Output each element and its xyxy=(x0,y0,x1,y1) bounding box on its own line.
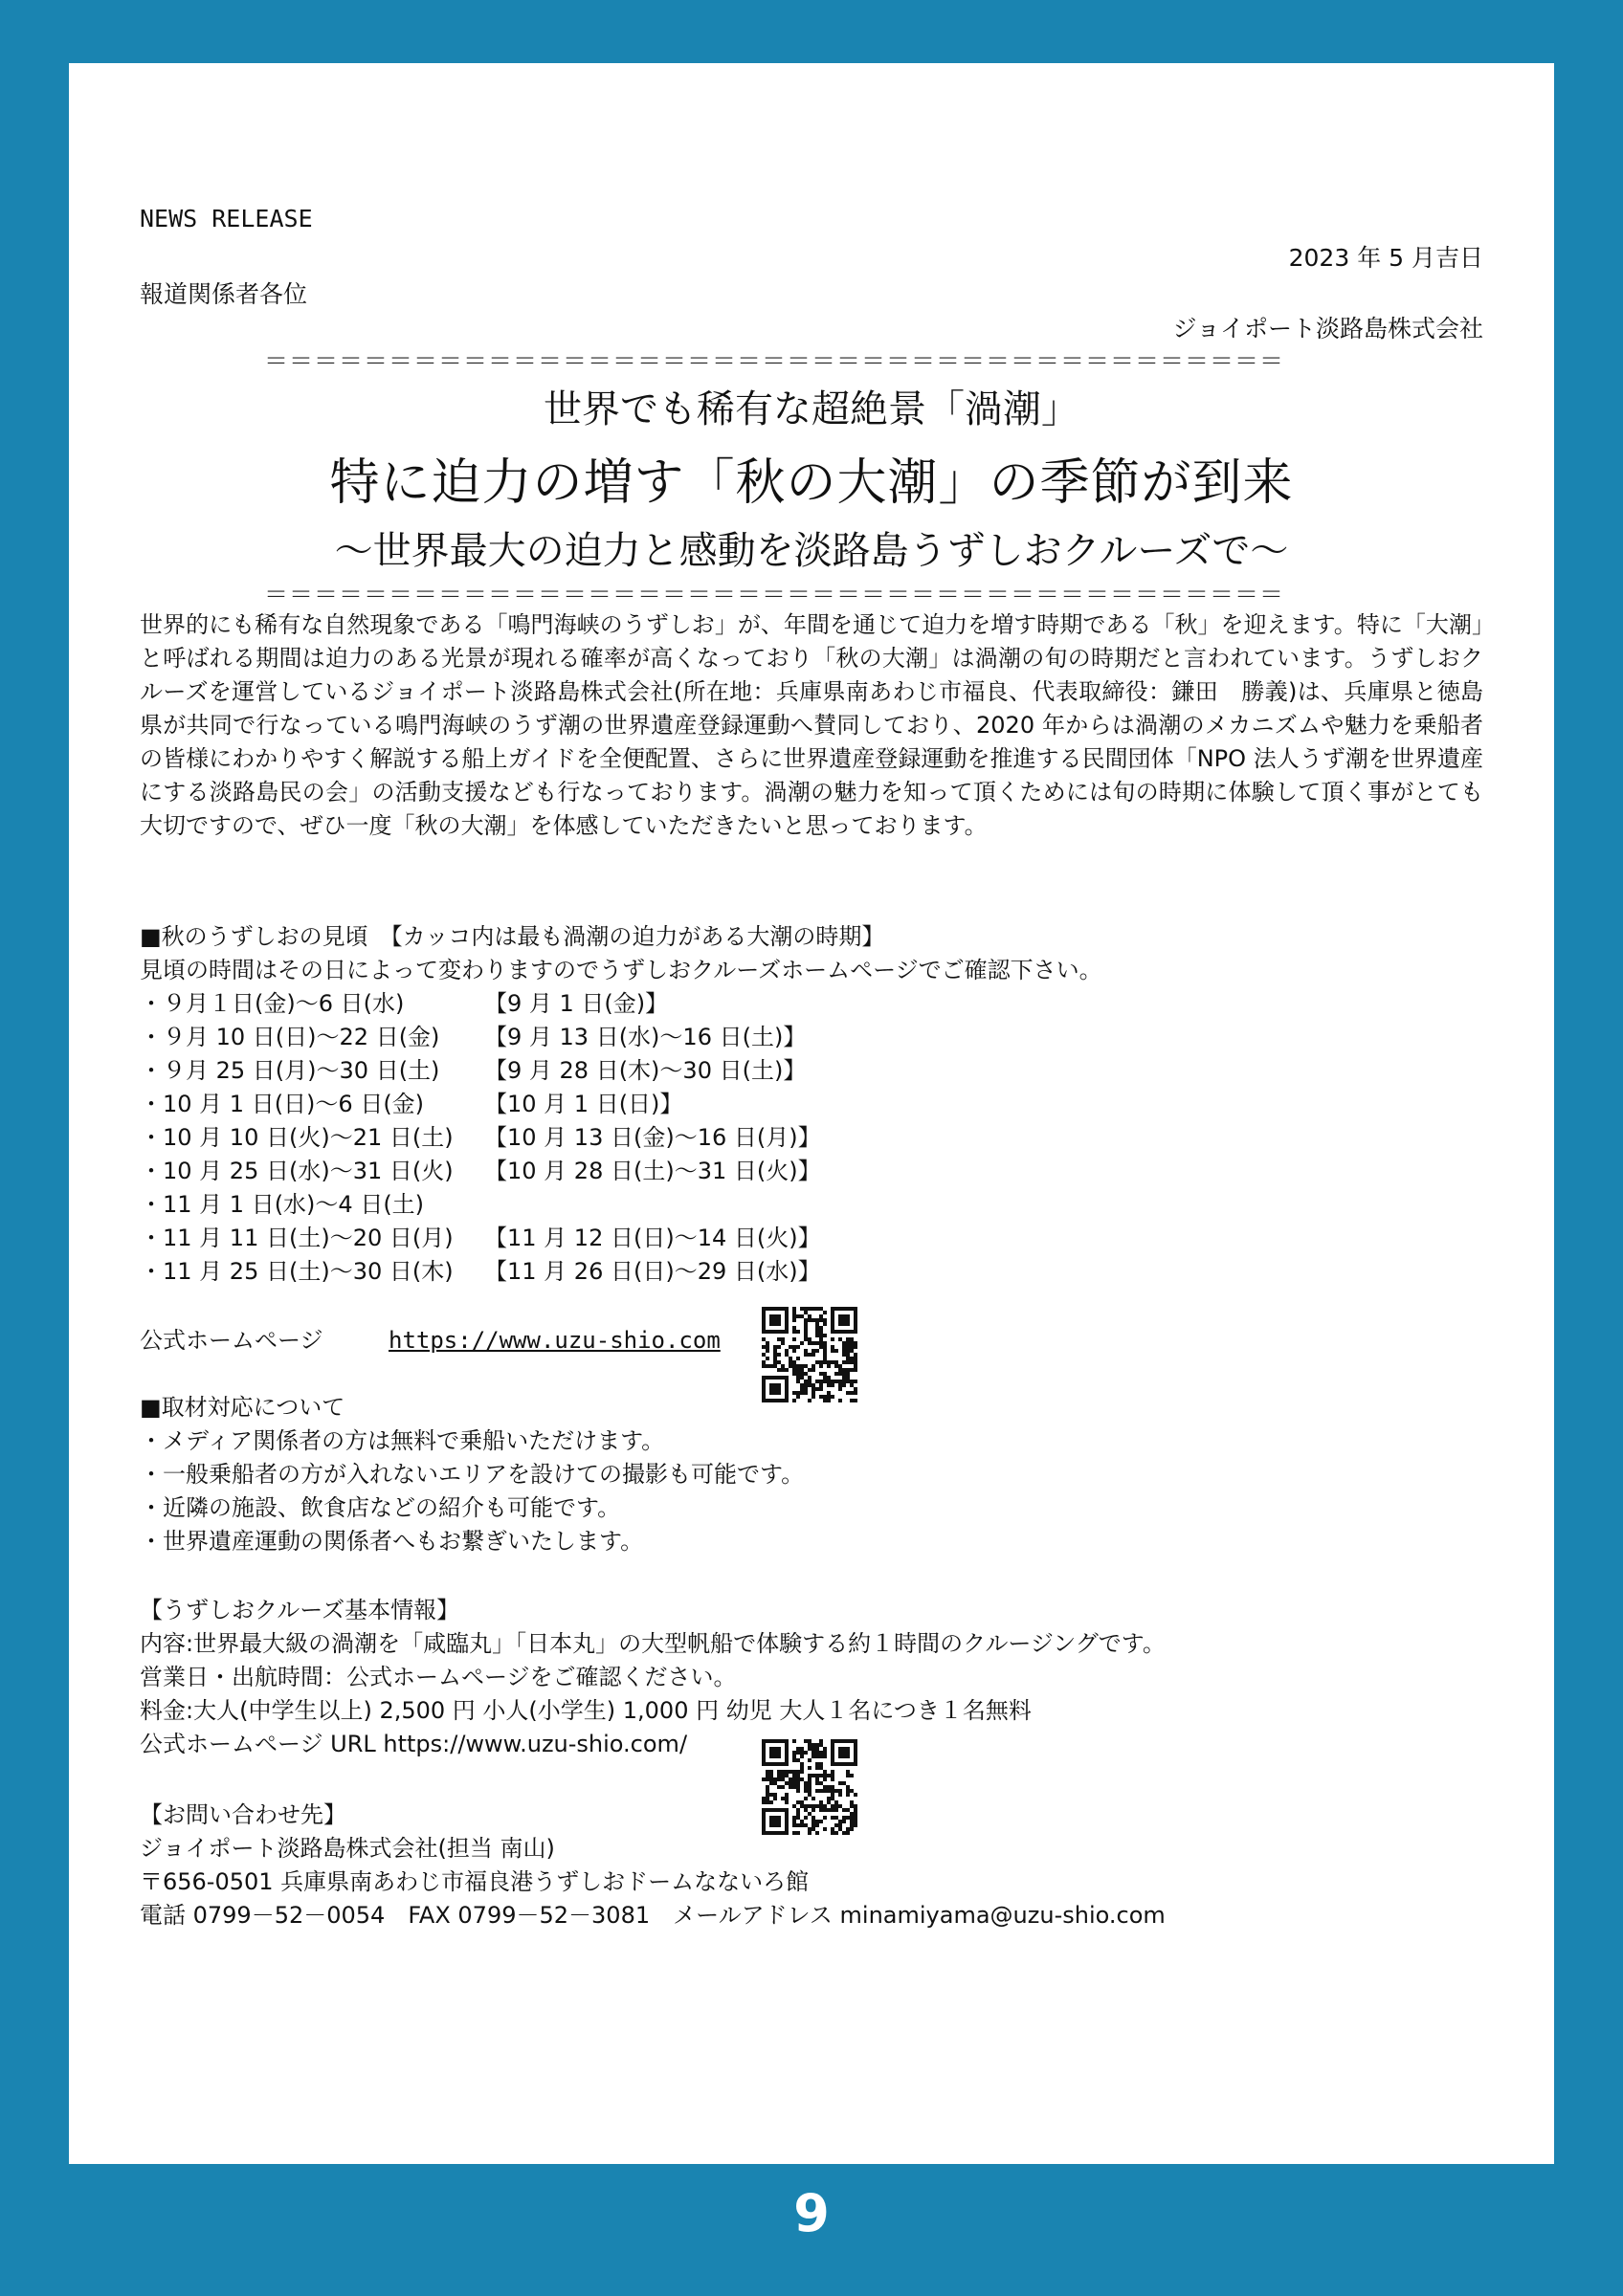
season-period-list xyxy=(140,987,1102,1289)
title-line-3: ～世界最大の迫力と感動を淡路島うずしおクルーズで～ xyxy=(334,529,1289,573)
company-name: ジョイポート淡路島株式会社 xyxy=(1172,315,1483,342)
info-section xyxy=(140,1594,1166,1761)
period-range: ・９月 10 日(日)～22 日(金) xyxy=(140,1024,440,1050)
period-peak: 【11 月 12 日(日)～14 日(火)】 xyxy=(484,1225,821,1251)
homepage-label: 公式ホームページ xyxy=(140,1327,323,1354)
period-peak: 【10 月 28 日(土)～31 日(火)】 xyxy=(484,1158,821,1184)
period-range: ・11 月 1 日(水)～4 日(土) xyxy=(140,1191,425,1218)
season-period-row xyxy=(140,1188,1102,1222)
info-price: 料金:大人(中学生以上) 2,500 円 小人(小学生) 1,000 円 幼児 大人１名につき１名無料 xyxy=(140,1697,1032,1724)
season-period-row xyxy=(140,1088,1102,1121)
divider-bottom: ＝＝＝＝＝＝＝＝＝＝＝＝＝＝＝＝＝＝＝＝＝＝＝＝＝＝＝＝＝＝＝＝＝＝＝＝＝＝＝＝＝ xyxy=(264,581,1285,608)
qr-code-graphic xyxy=(762,1307,857,1402)
season-period-row xyxy=(140,1021,1102,1054)
period-range: ・11 月 11 日(土)～20 日(月) xyxy=(140,1225,454,1251)
season-section xyxy=(140,920,1102,1289)
page-number: 9 xyxy=(793,2183,830,2243)
contact-address: 〒656-0501 兵庫県南あわじ市福良港うずしおドームなないろ館 xyxy=(140,1868,810,1895)
period-range: ・10 月 1 日(日)～6 日(金) xyxy=(140,1091,425,1117)
season-period-row xyxy=(140,1155,1102,1188)
media-item: ・世界遺産運動の関係者へもお繋ぎいたします。 xyxy=(140,1528,644,1555)
title-line-1: 世界でも稀有な超絶景「渦潮」 xyxy=(544,387,1079,431)
season-period-row xyxy=(140,1054,1102,1088)
info-hours: 営業日・出航時間：公式ホームページをご確認ください。 xyxy=(140,1664,737,1690)
season-period-row xyxy=(140,1121,1102,1155)
qr-code-1[interactable] xyxy=(762,1307,857,1402)
title-line-2: 特に迫力の増す「秋の大潮」の季節が到来 xyxy=(329,454,1294,512)
period-peak: 【9 月 13 日(水)～16 日(土)】 xyxy=(484,1024,807,1050)
media-section xyxy=(140,1391,804,1558)
contact-section xyxy=(140,1799,1166,1932)
season-period-row xyxy=(140,987,1102,1021)
period-range: ・11 月 25 日(土)～30 日(木) xyxy=(140,1258,454,1285)
period-peak: 【11 月 26 日(日)～29 日(水)】 xyxy=(484,1258,821,1285)
season-period-row xyxy=(140,1222,1102,1255)
news-release-label: NEWS RELEASE xyxy=(140,205,313,232)
period-range: ・９月 25 日(月)～30 日(土) xyxy=(140,1057,440,1084)
release-date: 2023 年 5 月吉日 xyxy=(1288,244,1483,272)
period-range: ・９月１日(金)～6 日(水) xyxy=(140,990,405,1017)
period-range: ・10 月 10 日(火)～21 日(土) xyxy=(140,1124,454,1151)
period-range: ・10 月 25 日(水)～31 日(火) xyxy=(140,1158,454,1184)
contact-company: ジョイポート淡路島株式会社(担当 南山) xyxy=(140,1835,555,1862)
recipients: 報道関係者各位 xyxy=(140,280,308,308)
period-peak: 【10 月 1 日(日)】 xyxy=(484,1091,683,1117)
season-heading: ■秋のうずしおの見頃 【カッコ内は最も渦潮の迫力がある大潮の時期】 xyxy=(140,923,885,950)
info-heading: 【うずしおクルーズ基本情報】 xyxy=(140,1597,460,1623)
media-item: ・一般乗船者の方が入れないエリアを設けての撮影も可能です。 xyxy=(140,1461,805,1488)
contact-heading: 【お問い合わせ先】 xyxy=(140,1801,346,1828)
homepage-link[interactable]: https://www.uzu-shio.com xyxy=(389,1327,721,1354)
info-content: 内容:世界最大級の渦潮を「咸臨丸」「日本丸」の大型帆船で体験する約１時間のクルージングです。 xyxy=(140,1630,1166,1657)
period-peak: 【10 月 13 日(金)～16 日(月)】 xyxy=(484,1124,821,1151)
period-peak: 【9 月 28 日(木)～30 日(土)】 xyxy=(484,1057,807,1084)
season-period-row xyxy=(140,1255,1102,1289)
contact-phone: 電話 0799－52－0054 FAX 0799－52－3081 メールアドレス minamiyama@uzu-shio.com xyxy=(140,1902,1166,1929)
period-peak: 【9 月 1 日(金)】 xyxy=(484,990,669,1017)
media-item: ・メディア関係者の方は無料で乗船いただけます。 xyxy=(140,1427,665,1454)
season-note: 見頃の時間はその日によって変わりますのでうずしおクルーズホームページでご確認下さい。 xyxy=(140,957,1102,983)
media-heading: ■取材対応について xyxy=(140,1394,345,1421)
info-url[interactable]: 公式ホームページ URL https://www.uzu-shio.com/ xyxy=(140,1731,688,1757)
intro-paragraph: 世界的にも稀有な自然現象である「鳴門海峡のうずしお」が、年間を通じて迫力を増す時期である「秋」を迎えます。特に「大潮」と呼ばれる期間は迫力のある光景が現れる確率が高くなっており「秋の大潮」は渦潮の旬の時期だと言われています。うずしおクルーズを運営しているジョイポート淡路島株式会社(所在地：兵庫県南あわじ市福良、代表取締役：鎌田 勝義)は、兵庫県と徳島県が共同で行なっている鳴門海峡のうず潮の世界遺産登録運動へ賛同しており、2020 年からは渦潮のメカニズムや魅力を乗船者の皆様にわかりやすく解説する船上ガイドを全便配置、さらに世界遺産登録運動を推進する民間団体「NPO 法人うず潮を世界遺産にする淡路島民の会」の活動支援なども行なっております。渦潮の魅力を知って頂くためには旬の時期に体験して頂く事がとても大切ですので、ぜひ一度「秋の大潮」を体感していただきたいと思っております。 xyxy=(140,611,1483,839)
document-page xyxy=(69,63,1554,2164)
media-item: ・近隣の施設、飲食店などの紹介も可能です。 xyxy=(140,1494,621,1521)
divider-top: ＝＝＝＝＝＝＝＝＝＝＝＝＝＝＝＝＝＝＝＝＝＝＝＝＝＝＝＝＝＝＝＝＝＝＝＝＝＝＝＝＝ xyxy=(264,347,1285,375)
